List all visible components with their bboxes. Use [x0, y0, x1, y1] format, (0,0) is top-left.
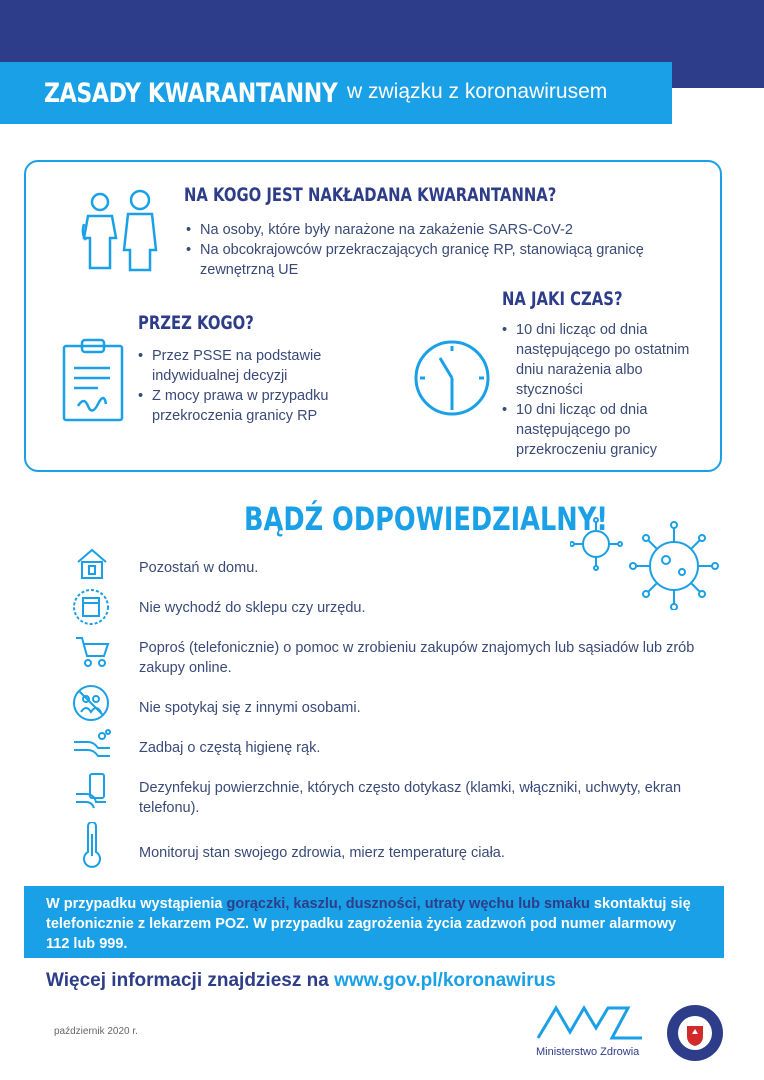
by-whom-list: [138, 346, 368, 426]
alert-part2: skontaktuj się telefonicznie z lekarzem POZ. W przypadku zagrożenia życia zadzwoń pod numer alarmowy 112 lub 999.: [46, 896, 691, 952]
rule-no-meeting: Nie spotykaj się z innymi osobami.: [139, 700, 361, 716]
list-item: • Przez PSSE na podstawie indywidualnej decyzji: [138, 346, 368, 386]
date-label: październik 2020 r.: [54, 1026, 138, 1037]
rule-ask-help: Poproś (telefonicznie) o pomoc w zrobieniu zakupów znajomych lub sąsiadów lub zrób zakupy online.: [139, 640, 695, 676]
responsible-heading: BĄDŹ ODPOWIEDZIALNY!: [244, 500, 608, 538]
list-item: • Z mocy prawa w przypadku przekroczenia granicy RP: [138, 386, 368, 426]
rule-hand-hygiene: Zadbaj o częstą higienę rąk.: [139, 740, 321, 756]
no-people-icon: [72, 684, 110, 722]
disinfect-icon: [72, 772, 112, 812]
rule-no-shop: Nie wychodź do sklepu czy urzędu.: [139, 600, 366, 616]
page-title: ZASADY KWARANTANNY: [44, 77, 338, 109]
page-subtitle: w związku z koronawirusem: [347, 80, 608, 103]
list-item: • Na obcokrajowców przekraczających granicę RP, stanowiącą granicę zewnętrzną UE: [186, 240, 706, 280]
rule-monitor: Monitoruj stan swojego zdrowia, mierz temperaturę ciała.: [139, 845, 505, 861]
more-info-text: Więcej informacji znajdziesz na: [46, 970, 335, 991]
list-item: • Na osoby, które były narażone na zakażenie SARS-CoV-2: [186, 220, 706, 240]
shop-icon: [72, 588, 110, 626]
cart-icon: [74, 634, 110, 668]
sanitary-seal-icon: [666, 1004, 724, 1062]
alert-symptoms: gorączki, kaszlu, duszności, utraty węchu lub smaku: [226, 896, 590, 912]
rule-stay-home: Pozostań w domu.: [139, 560, 259, 576]
who-list: [186, 220, 706, 280]
duration-list: [502, 320, 702, 460]
house-icon: [74, 546, 110, 582]
by-whom-heading: PRZEZ KOGO?: [138, 312, 254, 334]
duration-heading: NA JAKI CZAS?: [502, 288, 623, 310]
more-info: [46, 970, 556, 992]
ministry-logo-icon: [536, 1002, 646, 1042]
title-bar: [0, 62, 672, 124]
more-info-link[interactable]: www.gov.pl/koronawirus: [334, 970, 556, 991]
people-icon: [78, 188, 164, 274]
who-heading: NA KOGO JEST NAKŁADANA KWARANTANNA?: [184, 184, 557, 206]
list-item: • 10 dni licząc od dnia następującego po przekroczeniu granicy: [502, 400, 702, 460]
rule-disinfect: Dezynfekuj powierzchnie, których często dotykasz (klamki, włączniki, uchwyty, ekran telefonu).: [139, 780, 682, 816]
list-item: • 10 dni licząc od dnia następującego po ostatnim dniu narażenia albo styczności: [502, 320, 702, 400]
handwash-icon: [72, 728, 112, 764]
ministry-name: Ministerstwo Zdrowia: [536, 1046, 640, 1058]
alert-bar: [24, 886, 724, 958]
alert-part1: W przypadku wystąpienia: [46, 896, 227, 912]
clock-icon: [412, 338, 492, 418]
clipboard-icon: [60, 336, 126, 422]
thermometer-icon: [82, 822, 102, 868]
